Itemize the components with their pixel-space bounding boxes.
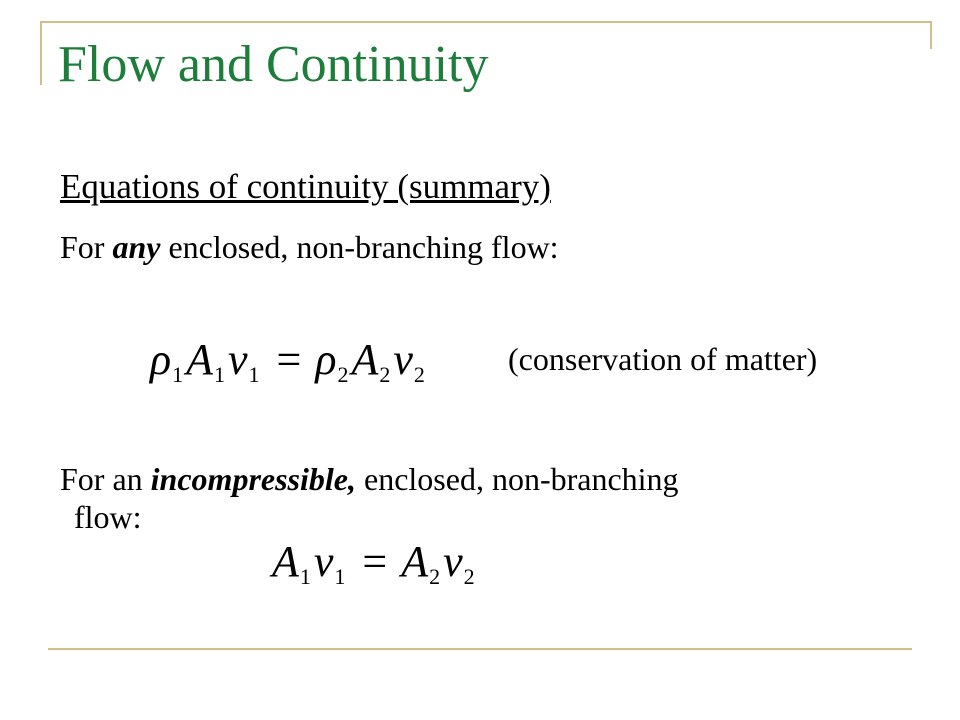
eq-equals: = [362,537,388,586]
eq-velocity: v [313,537,334,586]
frame-top-line [40,21,932,23]
frame-bottom-line [48,648,912,650]
eq-velocity: v [228,335,248,384]
paragraph-text: For [60,229,113,265]
eq-subscript: 2 [337,361,349,387]
paragraph-text: enclosed, non-branching flow: [160,229,559,265]
eq-subscript: 1 [299,563,311,589]
eq-subscript: 2 [429,563,441,589]
eq-subscript: 2 [379,361,391,387]
slide-title: Flow and Continuity [58,36,489,93]
eq-area: A [401,537,429,586]
paragraph-text: For an [60,461,151,497]
section-heading: Equations of continuity (summary) [60,167,551,206]
eq-equals: = [276,335,302,384]
eq-subscript: 1 [334,563,346,589]
eq-velocity: v [393,335,413,384]
eq-area: A [186,335,214,384]
eq-velocity: v [443,537,463,586]
emphasis-any: any [112,229,161,265]
frame-right-line [930,21,932,49]
eq-subscript: 1 [248,361,260,387]
equation-note: (conservation of matter) [508,341,818,377]
eq-subscript: 2 [463,563,475,589]
eq-subscript: 2 [413,361,425,387]
eq-area: A [351,335,379,384]
eq-area: A [272,537,299,586]
eq-rho: ρ [150,335,172,384]
paragraph-text: enclosed, non-branching [355,461,679,497]
equation-conservation-of-matter [150,335,428,387]
paragraph-continuation: flow: [74,499,142,536]
frame-left-line [40,21,42,85]
emphasis-incompressible: incompressible, [150,461,356,497]
eq-subscript: 1 [214,361,226,387]
eq-subscript: 1 [172,361,184,387]
paragraph-incompressible-flow [60,460,860,537]
paragraph-any-flow [60,228,559,266]
eq-rho: ρ [315,335,337,384]
equation-incompressible-continuity [272,537,478,589]
